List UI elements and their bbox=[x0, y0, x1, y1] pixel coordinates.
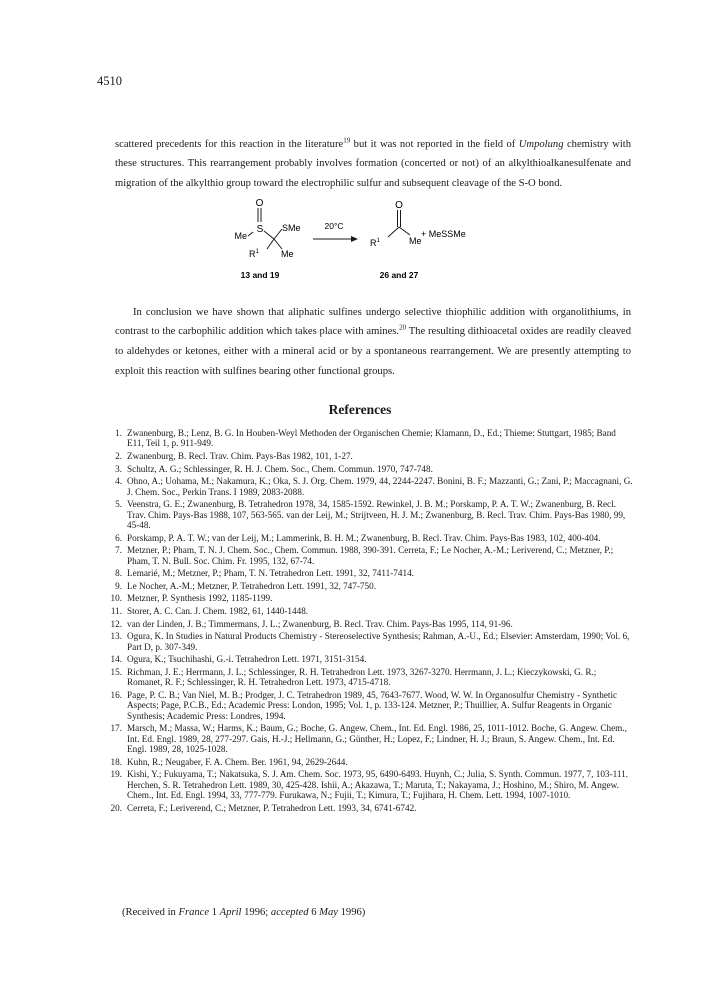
reference-text: Ogura, K. In Studies in Natural Products Chemistry - Stereoselective Synthesis; Rahman, A.-U., Ed.; Elsevier: Amsterdam, 1990; Vol. 6, Part D, p. 307-349. bbox=[127, 631, 630, 652]
reference-number: 5. bbox=[115, 499, 122, 510]
paragraph-2 bbox=[115, 303, 631, 382]
reaction-arrowhead bbox=[351, 236, 358, 242]
reference-number: 10. bbox=[110, 593, 122, 604]
reference-number: 8. bbox=[115, 568, 122, 579]
reference-number: 3. bbox=[115, 463, 122, 474]
reference-text: Metzner, P.; Pham, T. N. J. Chem. Soc., Chem. Commun. 1988, 390-391. Cerreta, F.; Le Nocher, A.-M.; Leriverend, C.; Metzner, P.; Pham, T. N. Bull. Soc. Chim. Fr. 1995, 132, 67-74. bbox=[127, 545, 614, 566]
para1-text-c: chemistry with these structures. This rearrangement probably involves formation (concerted or not) of an alkylthioalkanesulfenate and migration of the alkylthio group toward the electrophilic sulfur and subsequent cleavage of the S-O bond. bbox=[115, 138, 632, 189]
reference-number: 12. bbox=[110, 618, 122, 629]
reference-item bbox=[106, 619, 634, 629]
reactant-me-bottom: Me bbox=[281, 249, 294, 259]
product-me: Me bbox=[409, 236, 422, 246]
reference-item bbox=[106, 499, 634, 530]
citation-sup-19: 19 bbox=[343, 136, 351, 145]
product-bonds bbox=[388, 210, 410, 237]
paragraph-1 bbox=[115, 135, 631, 194]
reference-item bbox=[106, 757, 634, 767]
reference-number: 4. bbox=[115, 476, 122, 487]
reference-item bbox=[106, 428, 634, 449]
reference-text: Metzner, P. Synthesis 1992, 1185-1199. bbox=[127, 593, 273, 604]
reference-item bbox=[106, 476, 634, 497]
reference-item bbox=[106, 606, 634, 616]
reference-item bbox=[106, 654, 634, 664]
reference-item bbox=[106, 568, 634, 578]
product-r1: $R^1$ bbox=[370, 238, 380, 248]
reference-item bbox=[106, 464, 634, 474]
reference-number: 20. bbox=[110, 802, 122, 813]
reference-number: 16. bbox=[110, 689, 122, 700]
references-list bbox=[106, 428, 634, 815]
references-heading: References bbox=[328, 402, 392, 417]
reference-text: Lemarié, M.; Metzner, P.; Pham, T. N. Tetrahedron Lett. 1991, 32, 7411-7414. bbox=[127, 568, 414, 579]
para1-text-b: but it was not reported in the field of bbox=[350, 138, 519, 150]
reference-number: 7. bbox=[115, 545, 122, 556]
reference-text: Porskamp, P. A. T. W.; van der Leij, M.; Lammerink, B. H. M.; Zwanenburg, B. Recl. Trav. Chim. Pays-Bas 1983, 102, 400-404. bbox=[127, 532, 601, 543]
product-oxygen: O bbox=[395, 200, 403, 211]
para1-text-a: scattered precedents for this reaction in the literature bbox=[115, 138, 344, 150]
reference-text: Zwanenburg, B. Recl. Trav. Chim. Pays-Bas 1982, 101, 1-27. bbox=[127, 451, 353, 461]
reference-number: 19. bbox=[110, 769, 122, 780]
reference-text: Zwanenburg, B.; Lenz, B. G. In Houben-Weyl Methoden der Organischen Chemie; Klamann, D., Ed.; Thieme: Stuttgart, 1985; Band E11, Teil 1, p. 911-949. bbox=[127, 428, 616, 449]
reference-text: Cerreta, F.; Leriverend, C.; Metzner, P. Tetrahedron Lett. 1993, 34, 6741-6742. bbox=[127, 802, 417, 813]
reference-text: Kuhn, R.; Neugaber, F. A. Chem. Ber. 1961, 94, 2629-2644. bbox=[127, 756, 348, 767]
reference-number: 17. bbox=[110, 723, 122, 734]
reference-text: Ohno, A.; Uohama, M.; Nakamura, K.; Oka, S. J. Org. Chem. 1979, 44, 2244-2247. Bonini, B. F.; Mazzanti, G.; Zani, P.; Maccagnani, G. J. Chem. Soc., Perkin Trans. I 1989, 2083-2088. bbox=[127, 476, 633, 497]
reference-number: 15. bbox=[110, 666, 122, 677]
para1-italic-term: Umpolung bbox=[518, 138, 564, 150]
reference-text: Schultz, A. G.; Schlessinger, R. H. J. Chem. Soc., Chem. Commun. 1970, 747-748. bbox=[127, 463, 433, 474]
received-line: (Received in France 1 April 1996; accepted 6 May 1996) bbox=[122, 907, 366, 918]
para2-text-b: The resulting dithioacetal oxides are readily cleaved to aldehydes or ketones, either with a mineral acid or by a spontaneous rearrangement. We are presently attempting to exploit this reaction with sulfines bearing other functional groups. bbox=[115, 326, 631, 377]
reference-text: Le Nocher, A.-M.; Metzner, P. Tetrahedron Lett. 1991, 32, 747-750. bbox=[127, 580, 377, 591]
reference-text: Veenstra, G. E.; Zwanenburg, B. Tetrahedron 1978, 34, 1585-1592. Rewinkel, J. B. M.; Porskamp, P. A. T. W.; Zwanenburg, B. Recl. Trav. Chim. Pays-Bas 1988, 107, 563-565. van der Leij, M.; Strijtveen, H. J. M.; Zwanenburg, B. Recl. Trav. Chim. Pays-Bas 1980, 99, 45-48. bbox=[127, 499, 626, 530]
reference-item bbox=[106, 581, 634, 591]
reference-number: 2. bbox=[115, 451, 122, 461]
citation-sup-20: 20 bbox=[399, 323, 407, 332]
reference-text: Kishi, Y.; Fukuyama, T.; Nakatsuka, S. J. Am. Chem. Soc. 1973, 95, 6490-6493. Huynh, C.; Julia, S. Synth. Commun. 1977, 7, 103-111. Herchen, S. R. Tetrahedron Lett. 1989, 30, 425-428. Ishii, A.; Akazawa, T.; Maruta, T.; Nakayama, J.; Hoshino, M.; Shiro, M. Angew. Chem., Int. Ed. Engl. 1994, 33, 777-779. Furukawa, N.; Fujii, T.; Kimura, T.; Fujihara, H. Chem. Lett. 1994, 1007-1010. bbox=[127, 769, 628, 800]
reference-number: 14. bbox=[110, 654, 122, 665]
reactant-bonds bbox=[248, 208, 282, 249]
reference-item bbox=[106, 723, 634, 754]
reference-number: 9. bbox=[115, 580, 122, 591]
reference-item bbox=[106, 769, 634, 800]
reference-item bbox=[106, 667, 634, 688]
reference-item bbox=[106, 803, 634, 813]
reference-number: 18. bbox=[110, 756, 122, 767]
label-product: 26 and 27 bbox=[379, 270, 419, 280]
page-number: 4510 bbox=[97, 74, 122, 88]
reactant-oxygen: O bbox=[255, 199, 264, 209]
reactant-me-left: Me bbox=[234, 231, 247, 241]
reference-number: 11. bbox=[110, 605, 122, 616]
reference-item bbox=[106, 631, 634, 652]
reaction-scheme bbox=[216, 199, 546, 281]
product-byproduct: + MeSSMe bbox=[421, 229, 466, 239]
para2-text-a: In conclusion we have shown that aliphatic sulfines undergo selective thiophilic addition with organolithiums, in contrast to the carbophilic addition which takes place with amines. bbox=[115, 306, 631, 338]
reference-number: 6. bbox=[115, 532, 122, 543]
reference-text: Page, P. C. B.; Van Niel, M. B.; Prodger, J. C. Tetrahedron 1989, 45, 7643-7677. Wood, W. W. In Organosulfur Chemistry - Synthetic Aspects; Page, P.C.B., Ed.; Academic Press: London, 1995; Vol. 1, p. 133-124. Metzner, P.; Thuillier, A. Sulfur Reagents in Organic Synthesis; Academic Press: Londres, 1994. bbox=[127, 689, 618, 721]
reactant-sme: SMe bbox=[282, 223, 301, 233]
reference-number: 13. bbox=[110, 631, 122, 642]
reaction-condition: 20°C bbox=[324, 221, 344, 231]
reference-text: Marsch, M.; Massa, W.; Harms, K.; Baum, G.; Boche, G. Angew. Chem., Int. Ed. Engl. 1986, 25, 1011-1012. Boche, G. Angew. Chem., Int. Ed. Engl. 1989, 28, 277-297. Gais, H.-J.; Hellmann, G.; Günther, H.; Lopez, F.; Lindner, H. J.; Braun, S. Angew. Chem., Int. Ed. Engl. 1989, 28, 1025-1028. bbox=[127, 723, 627, 754]
reactant-sulfur: S bbox=[256, 224, 264, 235]
reference-text: Storer, A. C. Can. J. Chem. 1982, 61, 1440-1448. bbox=[127, 605, 309, 616]
reference-text: Richman, J. E.; Herrmann, J. L.; Schlessinger, R. H. Tetrahedron Lett. 1973, 3267-3270. Herrmann, J. L.; Kieczykowski, G. R.; Romanet, R. F.; Schlessinger, R. H. Tetrahedron Lett. 1973, 4715-4718. bbox=[127, 666, 597, 688]
reference-number: 1. bbox=[115, 428, 122, 438]
reference-text: Ogura, K.; Tsuchihashi, G.-i. Tetrahedron Lett. 1971, 3151-3154. bbox=[127, 654, 367, 665]
reference-item bbox=[106, 451, 634, 461]
reference-item bbox=[106, 690, 634, 721]
reference-item bbox=[106, 593, 634, 603]
reference-item bbox=[106, 545, 634, 566]
reference-item bbox=[106, 533, 634, 543]
reactant-r1: $R^1$ bbox=[249, 249, 259, 259]
reference-text: van der Linden, J. B.; Timmermans, J. L.; Zwanenburg, B. Recl. Trav. Chim. Pays-Bas 1995, 114, 91-96. bbox=[127, 618, 513, 629]
label-reactant: 13 and 19 bbox=[240, 270, 280, 280]
